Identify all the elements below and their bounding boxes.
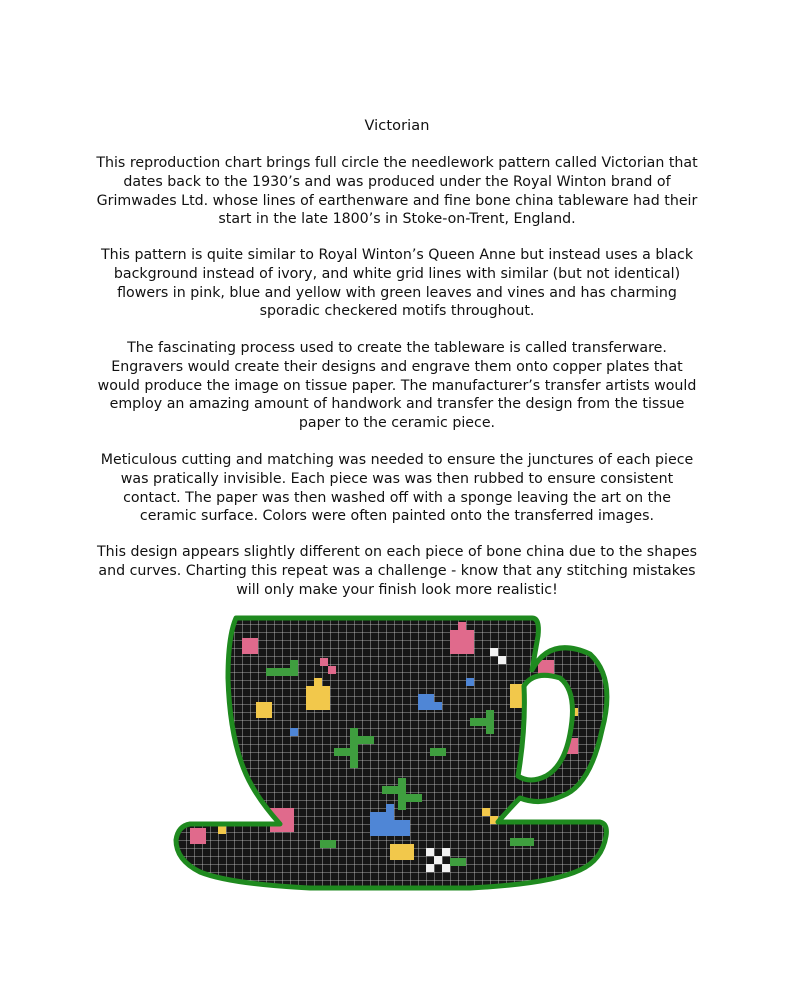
paragraph-history: This reproduction chart brings full circle the needlework pattern called Victorian that dates back to the 1930’s and was produced under the Royal Winton brand of Grimwades Ltd. whose lines of earthenware and fine bone china tableware had their start in the late 1800’s in Stoke-on-Trent, England.: [96, 155, 698, 228]
paragraph-cutting-and-matching: Meticulous cutting and matching was needed to ensure the junctures of each piece was pratically invisible. Each piece was was then rubbed to ensure consistent contact. The paper was then washed off with a sponge leaving the art on the ceramic surface. Colors were often painted onto the transferred images.: [100, 452, 694, 525]
page-title: Victorian: [364, 118, 430, 134]
paragraph-transferware-process: The fascinating process used to create the tableware is called transferware. Engravers would create their designs and engrave them onto copper plates that would produce the image on tissue paper. The manufacturer’s transfer artists would employ an amazing amount of handwork and transfer the design from the tissue paper to the ceramic piece.: [97, 340, 697, 432]
paragraph-pattern-description: This pattern is quite similar to Royal Winton’s Queen Anne but instead uses a black background instead of ivory, and white grid lines with similar (but not identical) flowers in pink, blue and yellow with green leaves and vines and has charming sporadic checkered motifs throughout.: [100, 247, 694, 320]
teacup-pattern-image: [170, 608, 614, 894]
paragraph-charting-note: This design appears slightly different on each piece of bone china due to the shapes and curves. Charting this repeat was a challenge - know that any stitching mistakes will only make your finish look more realistic!: [96, 544, 698, 598]
